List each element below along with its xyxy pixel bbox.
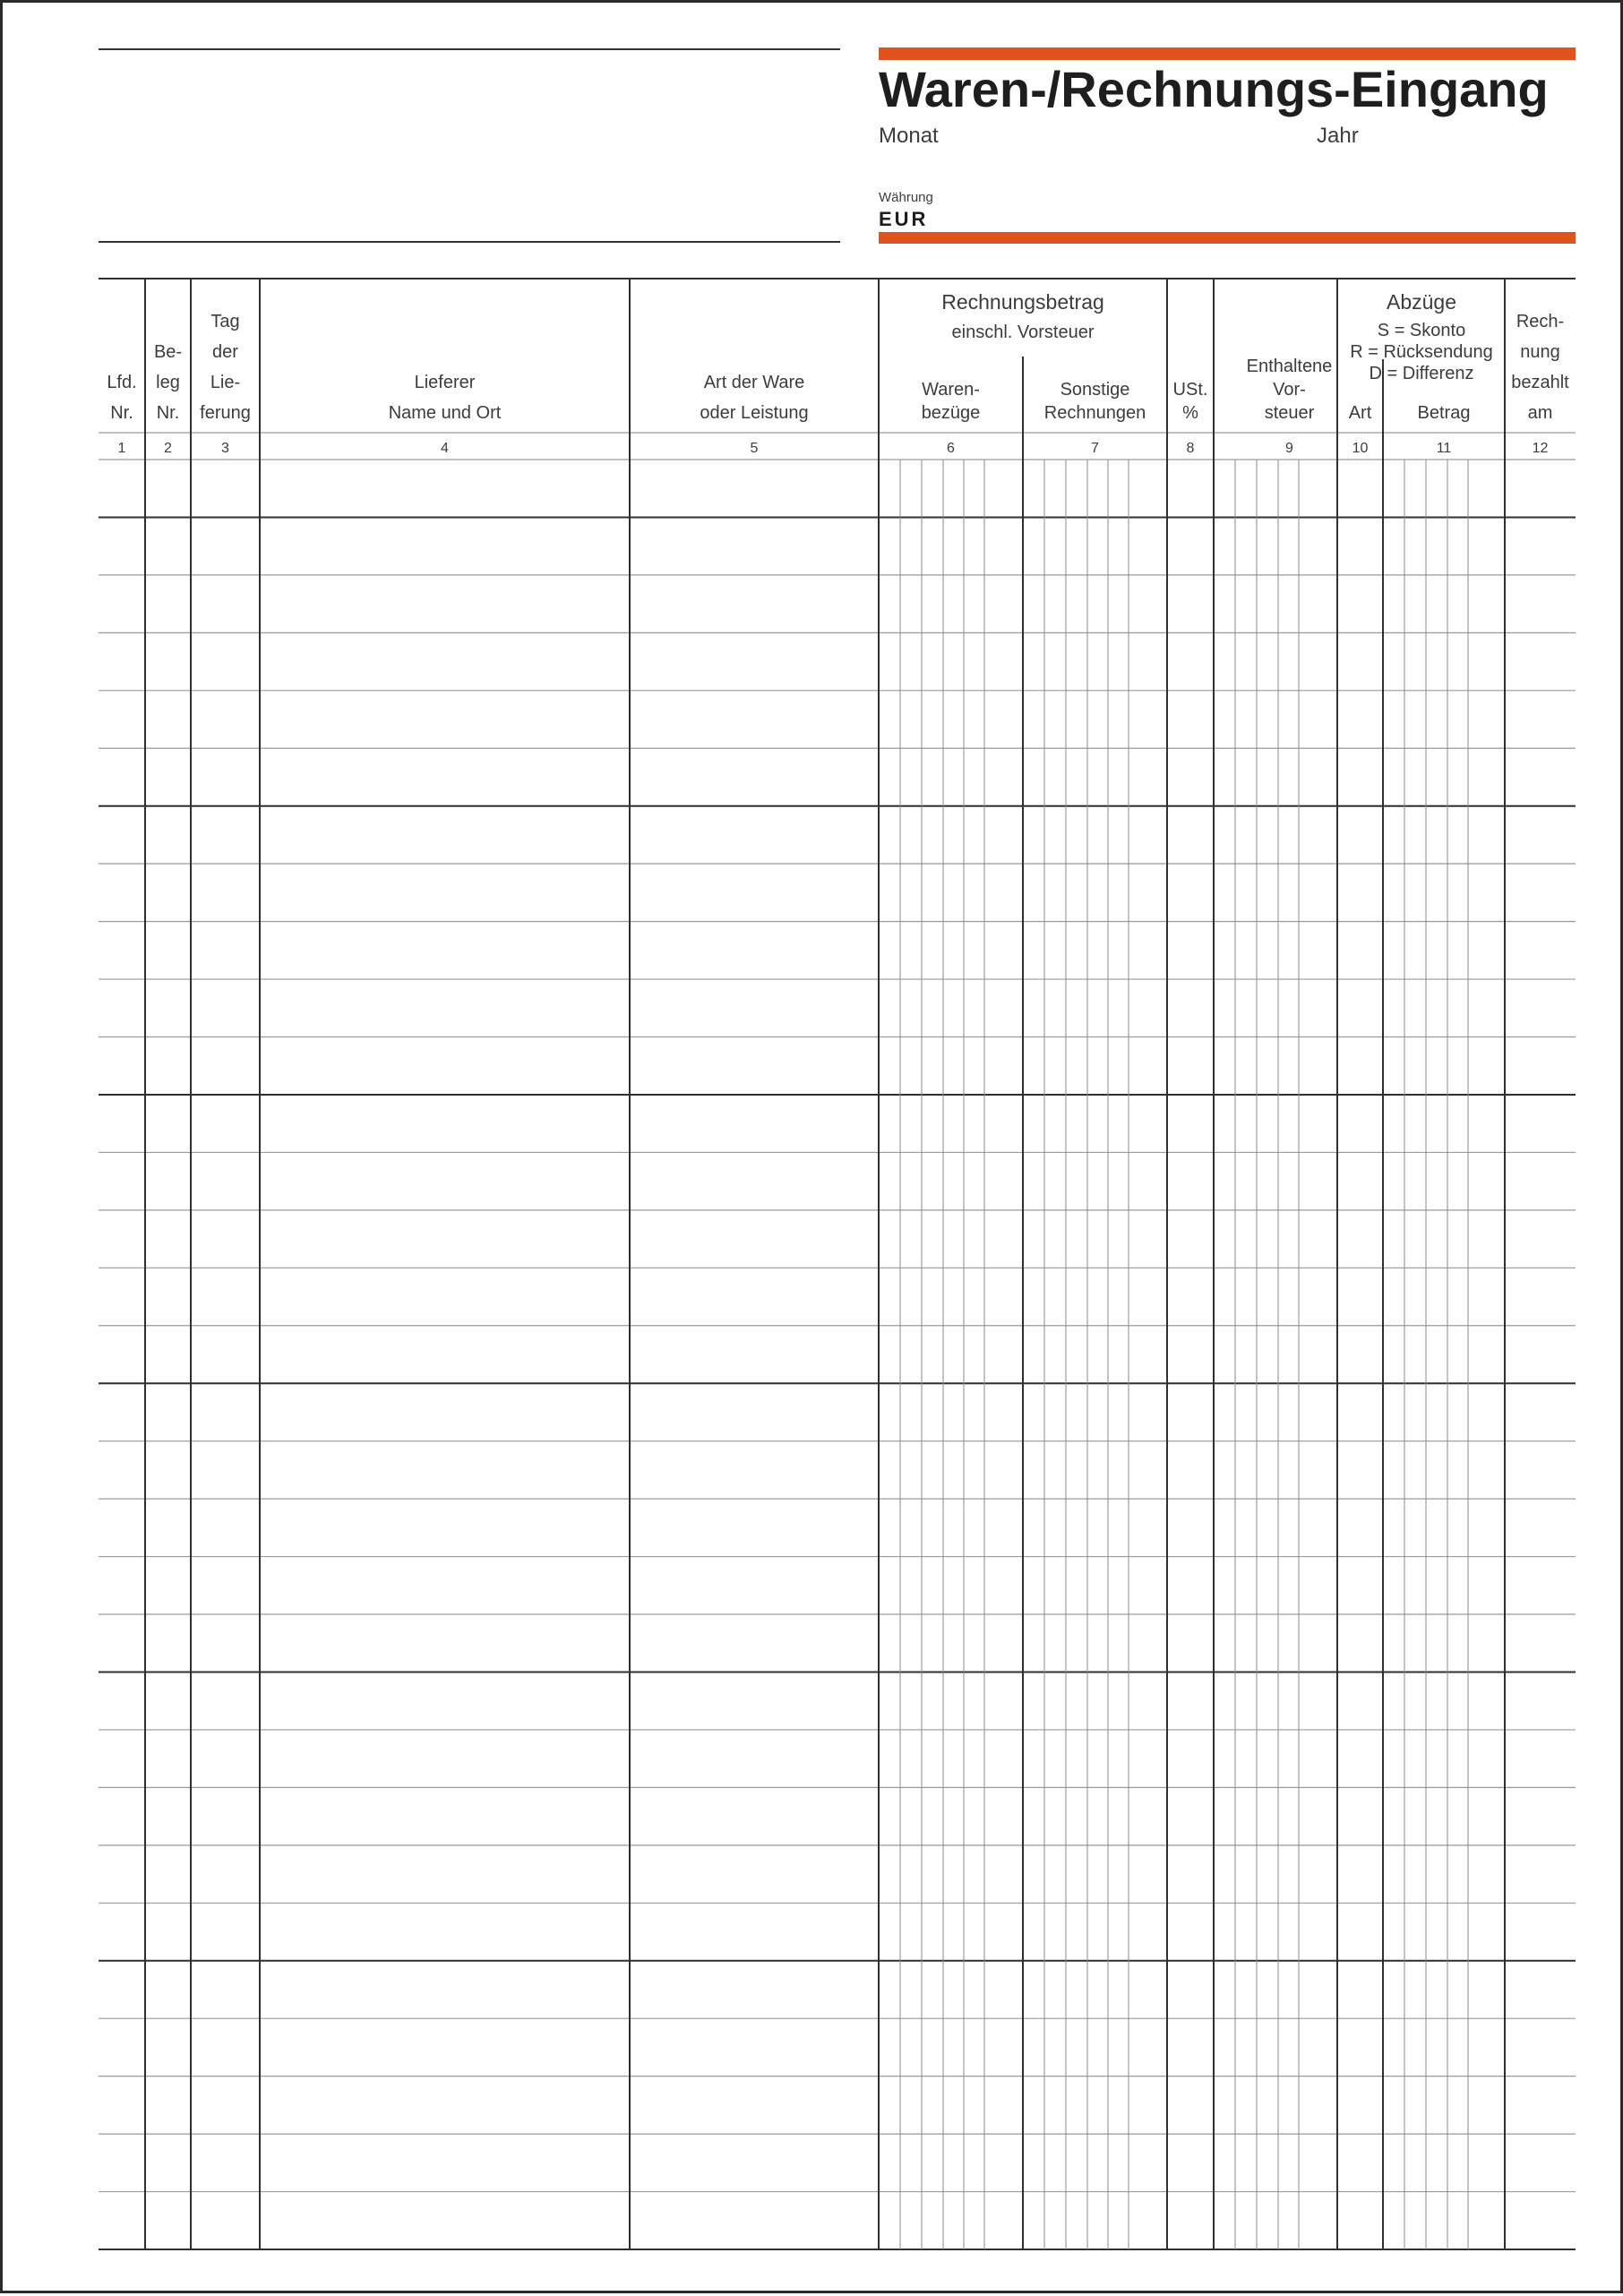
column-header-rechnung-bezahlt-am: am <box>1527 403 1553 423</box>
form-sheet <box>3 3 1623 2296</box>
header <box>99 47 1576 244</box>
column-header-tag-der-lieferung: Lie- <box>210 373 241 392</box>
column-headers <box>107 312 1569 423</box>
column-number-12: 12 <box>1532 441 1549 456</box>
column-numbers <box>118 441 1549 456</box>
column-header-rechnung-bezahlt-am: nung <box>1520 342 1560 362</box>
column-number-1: 1 <box>117 441 126 456</box>
year-label: Jahr <box>1317 124 1359 148</box>
column-header-sonstige-rechnungen: Rechnungen <box>1043 403 1146 423</box>
column-header-rechnung-bezahlt-am: bezahlt <box>1511 373 1569 392</box>
column-header-beleg-nr: Nr. <box>156 403 180 423</box>
column-header-abzug-betrag: Betrag <box>1417 403 1471 423</box>
column-header-warenbezuege: Waren- <box>922 380 980 400</box>
group-title-abzuege: Abzüge <box>1386 290 1457 314</box>
column-header-tag-der-lieferung: ferung <box>200 403 251 423</box>
accent-bar-top <box>879 47 1576 60</box>
group-subtitle-rechnungsbetrag: einschl. Vorsteuer <box>951 322 1095 342</box>
column-header-warenbezuege: bezüge <box>921 403 981 423</box>
group-title-rechnungsbetrag: Rechnungsbetrag <box>941 290 1104 314</box>
column-number-5: 5 <box>750 441 759 456</box>
month-label: Monat <box>879 124 939 148</box>
table-grid <box>99 279 1576 2249</box>
column-number-11: 11 <box>1436 441 1452 456</box>
column-header-enthaltene-vorsteuer: steuer <box>1264 403 1315 423</box>
column-header-tag-der-lieferung: der <box>212 342 238 362</box>
column-header-beleg-nr: Be- <box>153 342 183 362</box>
column-header-art-der-ware: Art der Ware <box>703 373 805 392</box>
form-title: Waren-/Rechnungs-Eingang <box>879 61 1549 117</box>
column-header-abzug-art: Art <box>1348 403 1372 423</box>
column-header-beleg-nr: leg <box>156 373 180 392</box>
column-header-art-der-ware: oder Leistung <box>700 403 809 423</box>
abzuege-legend-differenz: D = Differenz <box>1369 364 1474 383</box>
column-number-3: 3 <box>221 441 229 456</box>
currency-value: EUR <box>879 208 929 230</box>
column-number-9: 9 <box>1285 441 1293 456</box>
column-header-ust-prozent: USt. <box>1172 380 1208 400</box>
column-header-enthaltene-vorsteuer: Vor- <box>1273 380 1306 400</box>
column-header-enthaltene-vorsteuer: Enthaltene <box>1246 357 1333 376</box>
accent-bar-bottom <box>879 232 1576 244</box>
abzuege-legend-skonto: S = Skonto <box>1377 321 1466 340</box>
column-header-tag-der-lieferung: Tag <box>210 312 240 331</box>
column-number-6: 6 <box>947 441 955 456</box>
column-number-7: 7 <box>1091 441 1099 456</box>
column-header-lieferer: Name und Ort <box>388 403 502 423</box>
column-number-2: 2 <box>164 441 172 456</box>
column-header-lieferer: Lieferer <box>414 373 476 392</box>
column-header-sonstige-rechnungen: Sonstige <box>1060 380 1130 400</box>
column-number-4: 4 <box>441 441 449 456</box>
column-header-rechnung-bezahlt-am: Rech- <box>1516 312 1565 331</box>
abzuege-legend-ruecksendung: R = Rücksendung <box>1350 342 1493 362</box>
currency-label: Währung <box>879 190 933 205</box>
column-number-10: 10 <box>1352 441 1369 456</box>
column-header-ust-prozent: % <box>1182 403 1198 423</box>
column-header-lfd-nr: Nr. <box>110 403 133 423</box>
column-header-lfd-nr: Lfd. <box>107 373 137 392</box>
column-number-8: 8 <box>1186 441 1195 456</box>
table-header <box>107 290 1569 456</box>
